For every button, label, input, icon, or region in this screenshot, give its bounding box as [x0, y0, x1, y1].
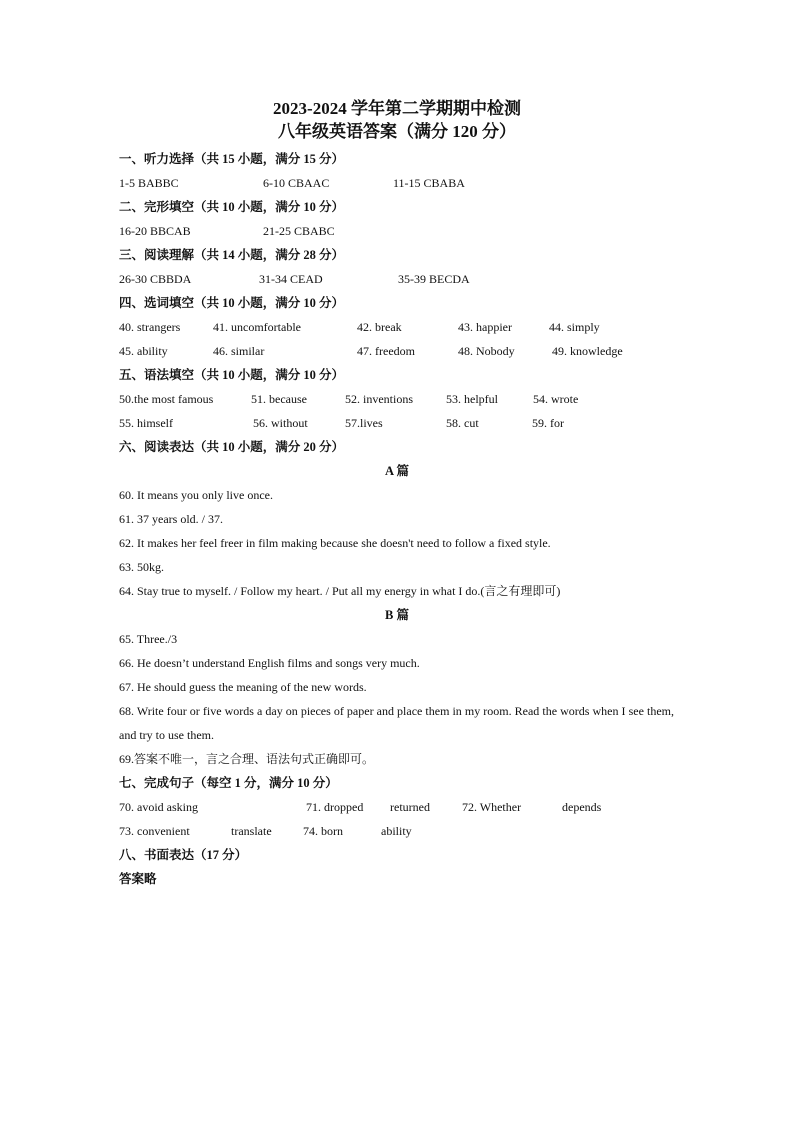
page-title: 2023-2024 学年第二学期期中检测	[273, 99, 521, 118]
section-heading-word-fill: 四、选词填空（共 10 小题，满分 10 分）	[119, 296, 345, 310]
answer-item: ability	[381, 824, 412, 838]
answer-group: 11-15 CBABA	[393, 176, 465, 190]
answer-line: 69.答案不唯一，言之合理、语法句式正确即可。	[119, 752, 375, 766]
answer-line: 63. 50kg.	[119, 560, 164, 574]
section-heading-reading-expression: 六、阅读表达（共 10 小题，满分 20 分）	[119, 440, 345, 454]
answer-group: 35-39 BECDA	[398, 272, 470, 286]
answer-line: 67. He should guess the meaning of the new words.	[119, 680, 367, 694]
answer-item: 50.the most famous	[119, 392, 214, 406]
part-a-heading: A 篇	[385, 464, 409, 478]
answer-item: 55. himself	[119, 416, 173, 430]
answer-item: 47. freedom	[357, 344, 415, 358]
answer-item: 70. avoid asking	[119, 800, 198, 814]
answer-item: 44. simply	[549, 320, 600, 334]
answer-line: 62. It makes her feel freer in film making because she doesn't need to follow a fixed style.	[119, 536, 551, 550]
answer-item: 46. similar	[213, 344, 265, 358]
section-heading-reading: 三、阅读理解（共 14 小题，满分 28 分）	[119, 248, 345, 262]
answer-item: 58. cut	[446, 416, 479, 430]
answer-group: 16-20 BBCAB	[119, 224, 191, 238]
answer-item: 51. because	[251, 392, 307, 406]
answer-item: 40. strangers	[119, 320, 181, 334]
answer-group: 26-30 CBBDA	[119, 272, 192, 286]
answer-group: 31-34 CEAD	[259, 272, 323, 286]
answer-item: 49. knowledge	[552, 344, 623, 358]
answer-group: 1-5 BABBC	[119, 176, 179, 190]
answer-line: 65. Three./3	[119, 632, 178, 646]
answer-item: 73. convenient	[119, 824, 190, 838]
answer-paragraph: 68. Write four or five words a day on pieces of paper and place them in my room. Read the words when I see them, and try to use them.	[119, 704, 674, 742]
page-subtitle: 八年级英语答案（满分 120 分）	[278, 122, 516, 141]
writing-answer: 答案略	[119, 872, 157, 886]
answer-item: 45. ability	[119, 344, 168, 358]
answer-item: 74. born	[303, 824, 343, 838]
part-b-heading: B 篇	[385, 608, 409, 622]
answer-item: 71. dropped	[306, 800, 364, 814]
answer-item: 48. Nobody	[458, 344, 515, 358]
answer-item: 42. break	[357, 320, 402, 334]
answer-item: 72. Whether	[462, 800, 522, 814]
answer-item: 56. without	[253, 416, 308, 430]
section-heading-grammar-fill: 五、语法填空（共 10 小题，满分 10 分）	[119, 368, 345, 382]
section-heading-cloze: 二、完形填空（共 10 小题，满分 10 分）	[119, 200, 345, 214]
answer-line: 61. 37 years old. / 37.	[119, 512, 223, 526]
section-heading-complete-sentences: 七、完成句子（每空 1 分，满分 10 分）	[119, 776, 338, 790]
answer-group: 6-10 CBAAC	[263, 176, 330, 190]
answer-item: 53. helpful	[446, 392, 498, 406]
answer-item: 52. inventions	[345, 392, 413, 406]
answer-item: 59. for	[532, 416, 564, 430]
answer-group: 21-25 CBABC	[263, 224, 335, 238]
section-heading-listening: 一、听力选择（共 15 小题，满分 15 分）	[119, 152, 345, 166]
answer-line: 60. It means you only live once.	[119, 488, 273, 502]
answer-item: 41. uncomfortable	[213, 320, 301, 334]
answer-item: 54. wrote	[533, 392, 579, 406]
answer-line: 64. Stay true to myself. / Follow my heart. / Put all my energy in what I do.(言之有理即可)	[119, 584, 561, 598]
answer-item: depends	[562, 800, 602, 814]
answer-item: 43. happier	[458, 320, 512, 334]
answer-item: translate	[231, 824, 272, 838]
answer-line: 66. He doesn’t understand English films and songs very much.	[119, 656, 420, 670]
answer-item: returned	[390, 800, 430, 814]
answer-item: 57.lives	[345, 416, 383, 430]
section-heading-writing: 八、书面表达（17 分）	[119, 848, 248, 862]
